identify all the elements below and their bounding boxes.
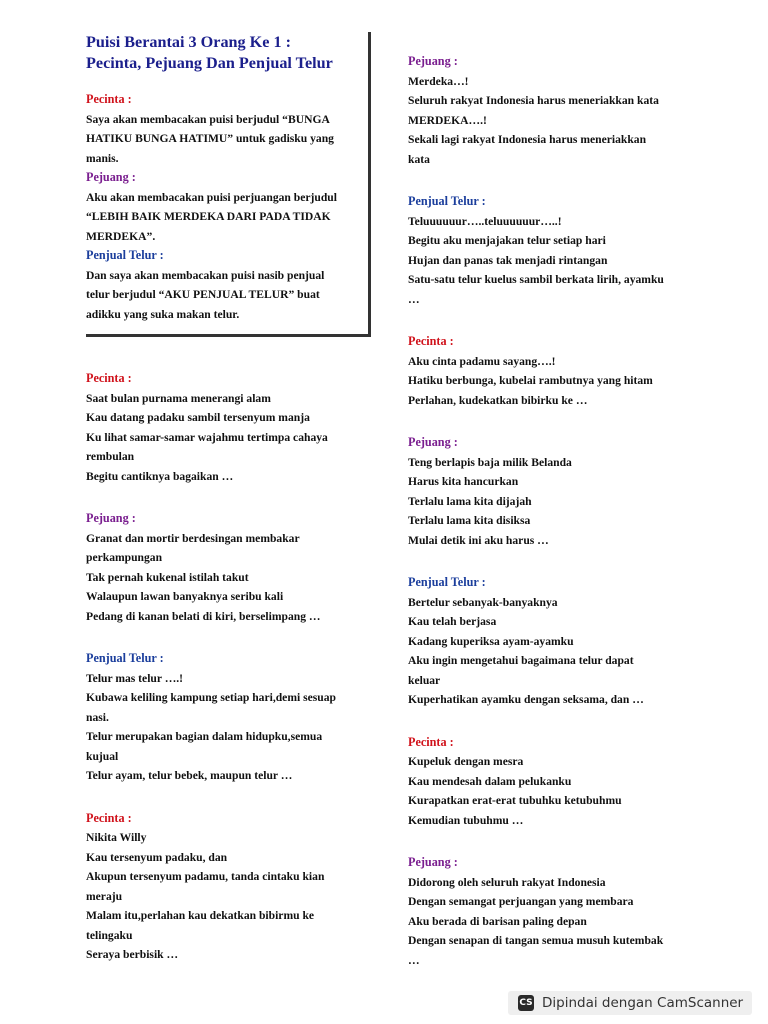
speaker-label: Pejuang : — [408, 435, 458, 449]
stanza — [86, 649, 376, 786]
poem-line: Kubawa keliling kampung setiap hari,demi sesuap — [86, 691, 336, 704]
poem-line: meraju — [86, 889, 123, 903]
poem-line: Kau telah berjasa — [408, 615, 497, 628]
poem-line: Dengan semangat perjuangan yang membara — [408, 895, 634, 908]
poem-line: kata — [408, 152, 430, 166]
stanza — [408, 853, 700, 970]
speaker-label: Pecinta : — [86, 371, 132, 385]
poem-line: nasi. — [86, 710, 109, 724]
poem-line: Harus kita hancurkan — [408, 475, 519, 488]
poem-line: Pedang di kanan belati di kiri, berselimpang … — [86, 609, 321, 623]
poem-line: Merdeka…! — [408, 74, 469, 88]
speaker-label: Pejuang : — [408, 855, 458, 869]
poem-line: Aku akan membacakan puisi perjuangan berjudul — [86, 190, 337, 204]
poem-line: Kau mendesah dalam pelukanku — [408, 774, 572, 788]
poem-line: Hujan dan panas tak menjadi rintangan — [408, 253, 608, 267]
poem-line: Aku berada di barisan paling depan — [408, 914, 587, 928]
poem-line: Begitu aku menjajakan telur setiap hari — [408, 234, 606, 247]
intro-sections — [86, 90, 358, 324]
poem-line: Kuperhatikan ayamku dengan seksama, dan … — [408, 693, 644, 706]
poem-line: Satu-satu telur kuelus sambil berkata lirih, ayamku — [408, 273, 664, 286]
poem-line: “LEBIH BAIK MERDEKA DARI PADA TIDAK — [86, 210, 331, 223]
poem-line: … — [408, 953, 420, 967]
stanza — [408, 332, 700, 410]
poem-line: kujual — [86, 749, 119, 763]
speaker-label: Pejuang : — [86, 170, 136, 184]
poem-line: Teluuuuuur…..teluuuuuur…..! — [408, 214, 562, 228]
poem-line: Mulai detik ini aku harus … — [408, 533, 549, 547]
right-stanzas — [408, 52, 700, 970]
poem-line: Seraya berbisik … — [86, 948, 179, 961]
poem-line: telur berjudul “AKU PENJUAL TELUR” buat — [86, 288, 320, 301]
stanza — [86, 509, 376, 626]
poem-line: Hatiku berbunga, kubelai rambutnya yang hitam — [408, 374, 653, 387]
poem-line: rembulan — [86, 450, 135, 463]
intro-box — [86, 32, 371, 337]
stanza — [86, 90, 358, 168]
poem-line: MERDEKA….! — [408, 113, 487, 127]
speaker-label: Penjual Telur : — [86, 651, 164, 665]
stanza — [408, 52, 700, 169]
poem-line: Akupun tersenyum padamu, tanda cintaku kian — [86, 870, 325, 883]
poem-line: Nikita Willy — [86, 831, 147, 844]
speaker-label: Pecinta : — [86, 92, 132, 106]
stanza — [408, 733, 700, 831]
speaker-label: Penjual Telur : — [86, 248, 164, 262]
poem-line: … — [408, 292, 420, 306]
poem-line: Terlalu lama kita dijajah — [408, 494, 532, 508]
poem-line: Perlahan, kudekatkan bibirku ke … — [408, 393, 588, 407]
poem-line: Terlalu lama kita disiksa — [408, 514, 531, 527]
poem-line: Sekali lagi rakyat Indonesia harus meneriakkan — [408, 133, 647, 146]
poem-line: Telur merupakan bagian dalam hidupku,semua — [86, 730, 323, 743]
stanza — [86, 168, 358, 246]
speaker-label: Pecinta : — [408, 334, 454, 348]
speaker-label: Pejuang : — [408, 54, 458, 68]
poem-title-line: Pecinta, Pejuang Dan Penjual Telur — [86, 54, 333, 72]
stanza — [86, 809, 376, 965]
poem-line: Teng berlapis baja milik Belanda — [408, 455, 572, 469]
poem-line: Didorong oleh seluruh rakyat Indonesia — [408, 875, 606, 889]
poem-title-line: Puisi Berantai 3 Orang Ke 1 : — [86, 33, 292, 51]
speaker-label: Penjual Telur : — [408, 575, 486, 589]
speaker-label: Pejuang : — [86, 511, 136, 525]
poem-line: Walaupun lawan banyaknya seribu kali — [86, 590, 284, 603]
poem-line: Saat bulan purnama menerangi alam — [86, 391, 271, 405]
poem-line: manis. — [86, 151, 119, 165]
poem-line: Seluruh rakyat Indonesia harus meneriakkan kata — [408, 94, 659, 107]
left-column — [86, 32, 376, 988]
speaker-label: Pecinta : — [408, 734, 454, 749]
poem-line: Granat dan mortir berdesingan membakar — [86, 531, 300, 545]
poem-line: Dan saya akan membacakan puisi nasib penjual — [86, 268, 325, 282]
poem-line: Saya akan membacakan puisi berjudul “BUNGA — [86, 112, 330, 126]
poem-line: adikku yang suka makan telur. — [86, 307, 240, 321]
speaker-label: Pecinta : — [86, 810, 132, 825]
poem-line: Telur ayam, telur bebek, maupun telur … — [86, 769, 293, 782]
poem-line: Malam itu,perlahan kau dekatkan bibirmu ke — [86, 909, 315, 922]
poem-line: Kau datang padaku sambil tersenyum manja — [86, 411, 310, 424]
poem-title — [86, 32, 358, 74]
camscanner-logo-icon: CS — [518, 995, 534, 1011]
speaker-label: Penjual Telur : — [408, 194, 486, 208]
stanza — [86, 246, 358, 324]
poem-line: Kemudian tubuhmu … — [408, 813, 524, 827]
poem-line: Aku ingin mengetahui bagaimana telur dapat — [408, 654, 634, 667]
stanza — [408, 192, 700, 309]
poem-line: Begitu cantiknya bagaikan … — [86, 469, 234, 483]
poem-line: HATIKU BUNGA HATIMU” untuk gadisku yang — [86, 132, 334, 145]
poem-line: perkampungan — [86, 551, 163, 564]
poem-line: Bertelur sebanyak-banyaknya — [408, 595, 558, 609]
camscanner-watermark — [508, 991, 752, 1015]
stanza — [408, 573, 700, 710]
poem-line: MERDEKA”. — [86, 229, 156, 243]
poem-line: Aku cinta padamu sayang….! — [408, 354, 556, 368]
poem-line: Kadang kuperiksa ayam-ayamku — [408, 634, 574, 648]
poem-line: Ku lihat samar-samar wajahmu tertimpa cahaya — [86, 430, 328, 444]
stanza — [408, 433, 700, 550]
watermark-text: Dipindai dengan CamScanner — [542, 995, 744, 1011]
poem-line: telingaku — [86, 928, 133, 942]
poem-line: Telur mas telur ….! — [86, 671, 184, 685]
right-column — [408, 52, 700, 993]
poem-line: Kurapatkan erat-erat tubuhku ketubuhmu — [408, 794, 622, 807]
poem-line: Kupeluk dengan mesra — [408, 755, 524, 768]
stanza — [86, 369, 376, 486]
left-stanzas — [86, 369, 376, 965]
poem-line: keluar — [408, 673, 441, 687]
poem-line: Dengan senapan di tangan semua musuh kutembak — [408, 934, 664, 947]
poem-line: Tak pernah kukenal istilah takut — [86, 570, 249, 584]
poem-line: Kau tersenyum padaku, dan — [86, 850, 228, 864]
